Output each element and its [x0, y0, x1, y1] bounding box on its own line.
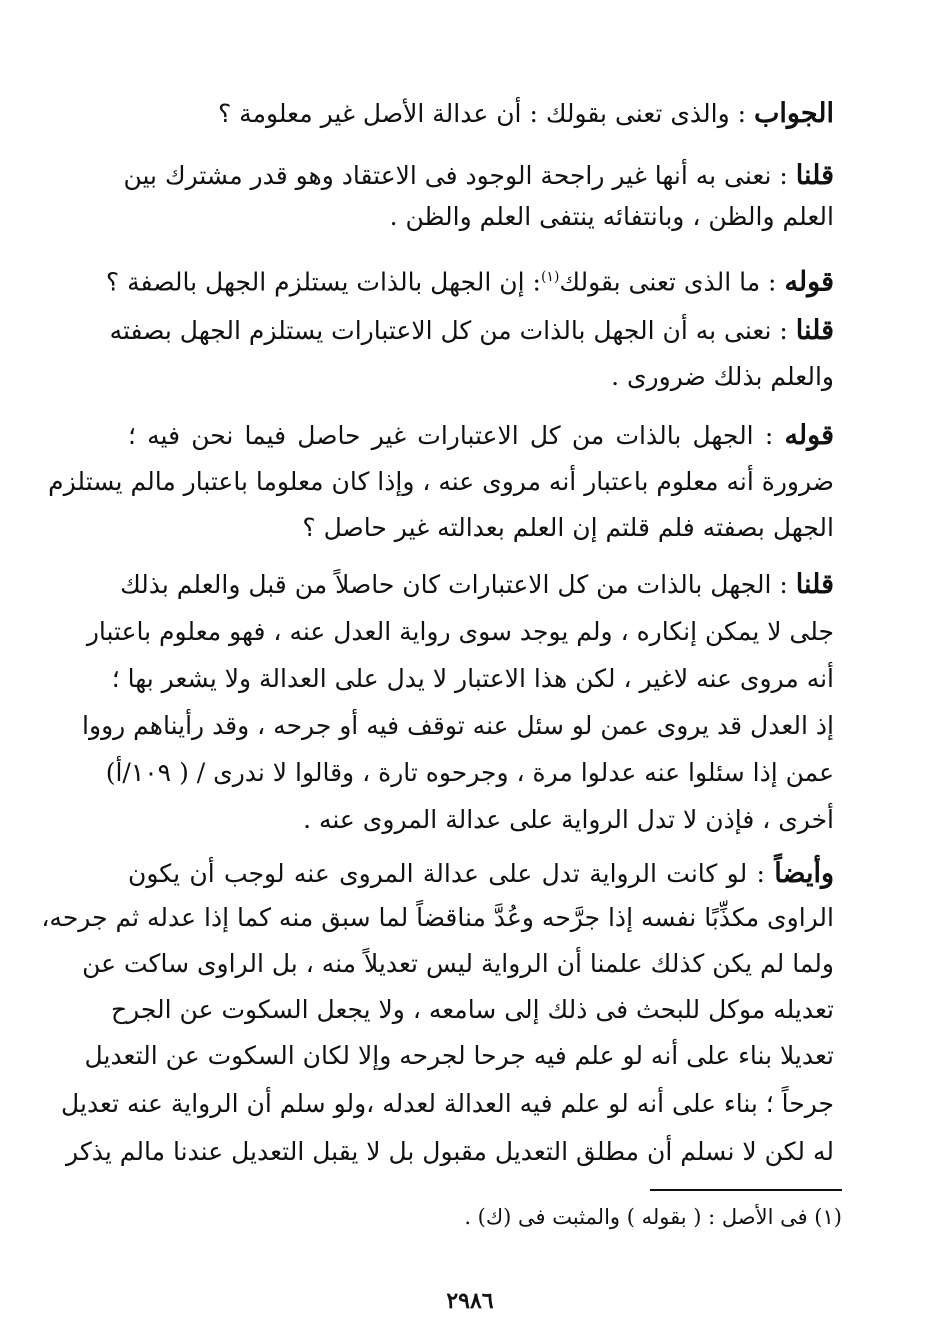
line-text: : الجهل بالذات من كل الاعتبارات غير حاصل فيما نحن فيه ؛	[128, 421, 785, 450]
text-line: تعديله موكل للبحث فى ذلك إلى سامعه ، ولا يجعل السكوت عن الجرح	[110, 995, 834, 1024]
line-lead: قوله	[784, 420, 834, 451]
text-line: عمن إذا سئلوا عنه عدلوا مرة ، وجرحوه تارة ، وقالوا لا ندرى / ( ١٠٩/أ)	[105, 758, 834, 787]
text-line: الجهل بصفته فلم قلتم إن العلم بعدالته غير حاصل ؟	[302, 513, 834, 542]
text-line: العلم والظن ، وبانتفائه ينتفى العلم والظن .	[389, 202, 834, 231]
text-line: جلى لا يمكن إنكاره ، ولم يوجد سوى رواية العدل عنه ، فهو معلوم باعتبار	[86, 617, 834, 646]
line-text: : نعنى به أنها غير راجحة الوجود فى الاعتقاد وهو قدر مشترك بين	[123, 161, 796, 190]
text-line	[120, 567, 834, 603]
text-line: والعلم بذلك ضرورى .	[611, 362, 834, 391]
line-text: : إن الجهل بالذات يستلزم الجهل بالصفة ؟	[105, 267, 541, 297]
line-lead: وأيضاً	[774, 858, 834, 889]
line-lead: قلنا	[795, 315, 834, 346]
text-line: ولما لم يكن كذلك علمنا أن الرواية ليس تعديلاً منه ، بل الراوى ساكت عن	[82, 949, 834, 978]
text-line	[123, 158, 834, 194]
text-line: الراوى مكذِّبًا نفسه إذا جرَّحه وعُدَّ مناقضاً لما سبق منه كما إذا عدله ثم جرحه،	[41, 903, 834, 932]
text-line: له لكن لا نسلم أن مطلق التعديل مقبول بل لا يقبل التعديل عندنا مالم يذكر	[66, 1137, 834, 1166]
line-lead: قوله	[784, 266, 834, 298]
text-line: أنه مروى عنه لاغير ، لكن هذا الاعتبار لا يدل على العدالة ولا يشعر بها ؛	[111, 664, 834, 693]
text-line	[128, 96, 834, 132]
line-lead: الجواب	[753, 98, 834, 129]
page-number: ٢٩٨٦	[446, 1288, 494, 1314]
footnote-marker: (١)	[540, 269, 560, 285]
footnote: (١) فى الأصل : ( بقوله ) والمثبت فى (ك) .	[464, 1205, 842, 1229]
text-line: جرحاً ؛ بناء على أنه لو علم فيه العدالة لعدله ،ولو سلم أن الرواية عنه تعديل	[61, 1089, 834, 1118]
line-text: : لو كانت الرواية تدل على عدالة المروى عنه لوجب أن يكون	[128, 859, 775, 888]
text-line	[109, 313, 834, 349]
footnote-divider	[650, 1189, 842, 1191]
text-line: تعديلا بناء على أنه لو علم فيه جرحا لجرحه وإلا لكان السكوت عن التعديل	[84, 1041, 834, 1070]
line-text: : ما الذى تعنى بقولك	[559, 267, 785, 297]
text-line	[128, 418, 834, 454]
line-text: : والذى تعنى بقولك : أن عدالة الأصل غير معلومة ؟	[217, 99, 754, 128]
line-text: : الجهل بالذات من كل الاعتبارات كان حاصلاً من قبل والعلم بذلك	[120, 570, 796, 599]
line-text: : نعنى به أن الجهل بالذات من كل الاعتبارات يستلزم الجهل بصفته	[109, 316, 796, 345]
text-line	[105, 259, 834, 298]
text-line: أخرى ، فإذن لا تدل الرواية على عدالة المروى عنه .	[303, 805, 834, 834]
text-line: ضرورة أنه معلوم باعتبار أنه مروى عنه ، وإذا كان معلوما باعتبار مالم يستلزم	[48, 467, 834, 496]
line-lead: قلنا	[795, 160, 834, 191]
text-line: إذ العدل قد يروى عمن لو سئل عنه توقف فيه أو جرحه ، وقد رأيناهم رووا	[82, 711, 834, 740]
line-lead: قلنا	[795, 569, 834, 600]
text-line	[128, 856, 834, 892]
